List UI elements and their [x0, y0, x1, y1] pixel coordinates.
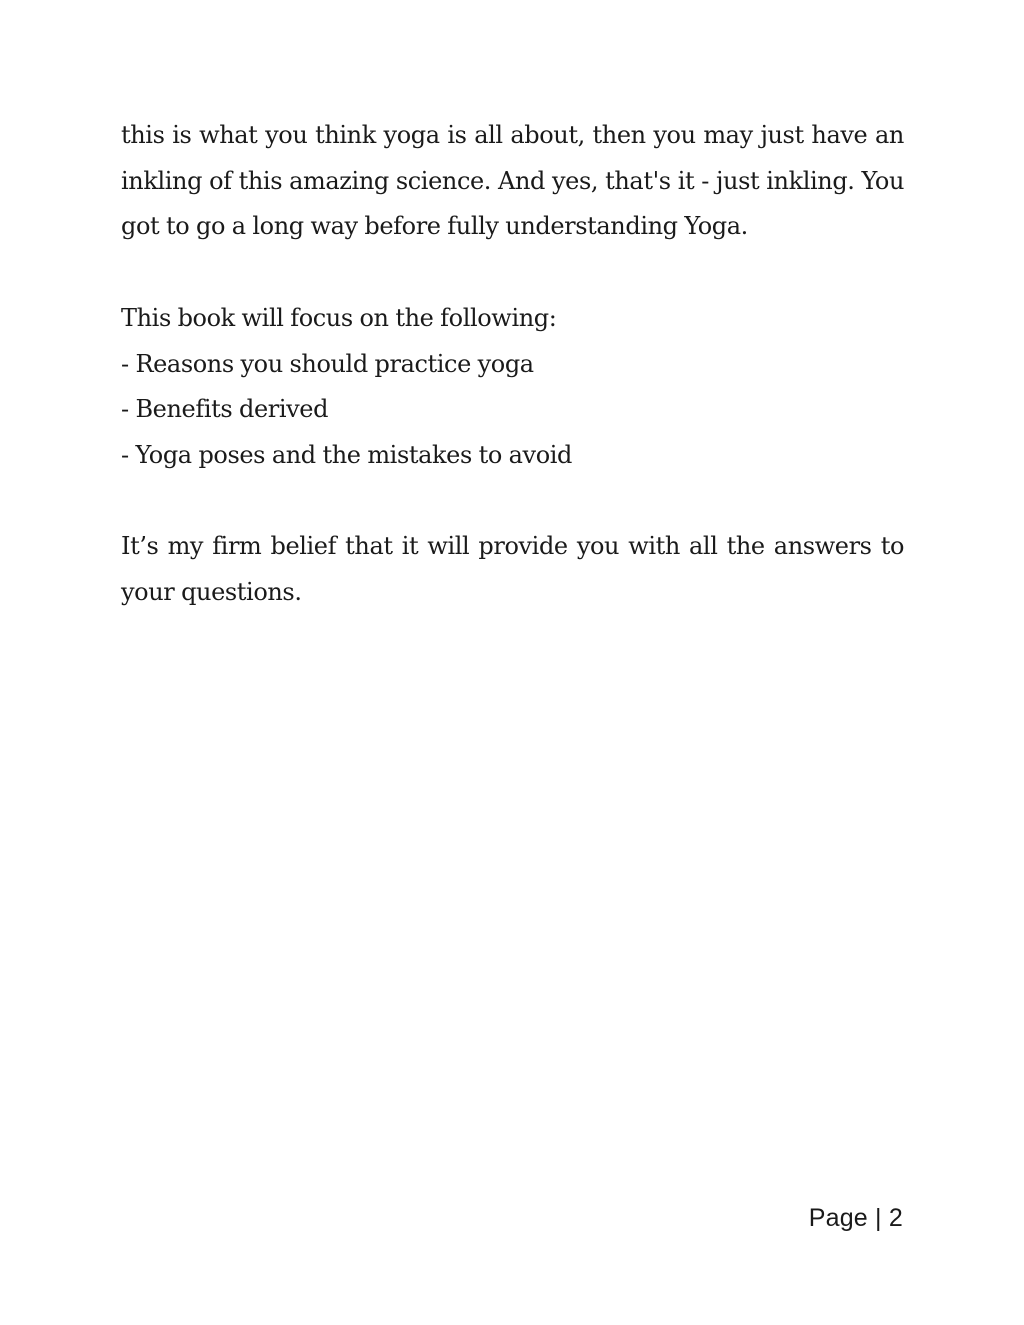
paragraph-line: It’s my firm belief that it will provide you with all the answers to	[121, 532, 904, 560]
paragraph-line: this is what you think yoga is all about, then you may just have an	[121, 121, 904, 149]
list-item: - Reasons you should practice yoga	[121, 349, 534, 378]
list-heading: This book will focus on the following:	[121, 304, 557, 332]
paragraph-line: got to go a long way before fully understanding Yoga.	[121, 212, 748, 241]
page-number: Page | 2	[808, 1204, 903, 1232]
list-item: - Yoga poses and the mistakes to avoid	[121, 441, 572, 470]
paragraph-line: your questions.	[121, 577, 302, 606]
closing-paragraph	[121, 524, 904, 615]
list-item: - Benefits derived	[121, 395, 329, 424]
intro-paragraph	[121, 113, 904, 250]
paragraph-line: inkling of this amazing science. And yes, that's it - just inkling. You	[121, 166, 904, 195]
focus-list	[121, 296, 904, 479]
